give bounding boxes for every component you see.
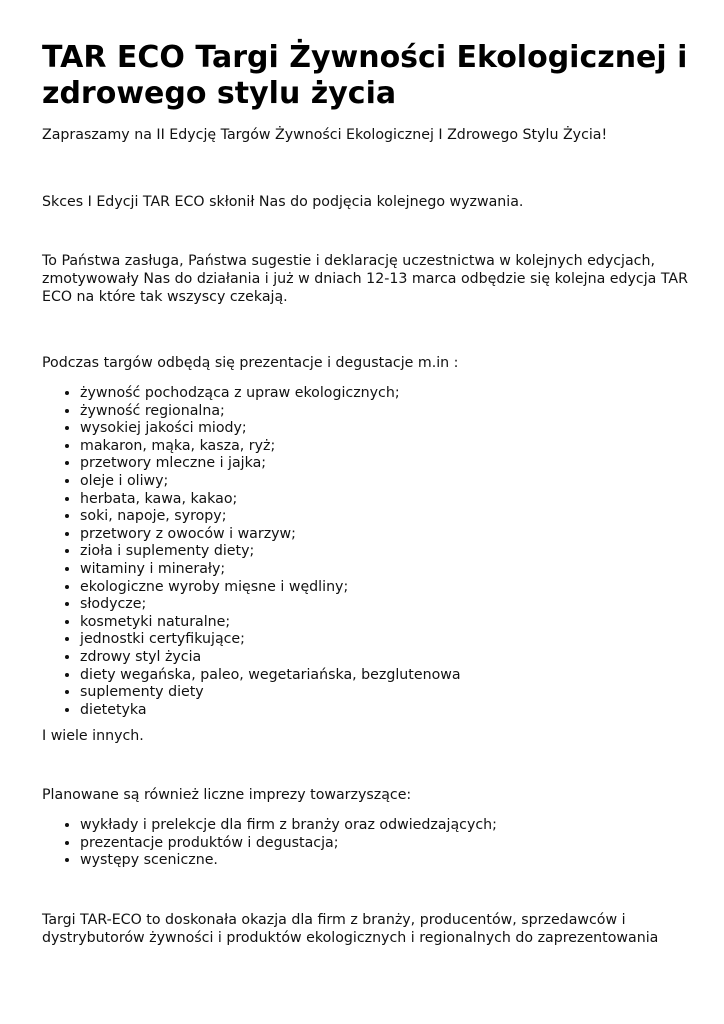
list-item: • wykłady i prelekcje dla firm z branży oraz odwiedzających;: [80, 817, 692, 835]
list-item: • diety wegańska, paleo, wegetariańska, bezglutenowa: [80, 667, 692, 685]
list-item: • żywność pochodząca z upraw ekologicznych;: [80, 385, 692, 403]
list-item: • suplementy diety: [80, 684, 692, 702]
list-item: • ekologiczne wyroby mięsne i wędliny;: [80, 579, 692, 597]
intro-paragraph: Zapraszamy na II Edycję Targów Żywności Ekologicznej I Zdrowego Stylu Życia!: [42, 127, 608, 143]
list-item: • zdrowy styl życia: [80, 649, 692, 667]
success-paragraph: Skces I Edycji TAR ECO skłonił Nas do podjęcia kolejnego wyzwania.: [42, 194, 524, 210]
list-item: • kosmetyki naturalne;: [80, 614, 692, 632]
list-item: • herbata, kawa, kakao;: [80, 491, 692, 509]
list-item: • słodycze;: [80, 596, 692, 614]
list-item: • oleje i oliwy;: [80, 473, 692, 491]
list-item: • żywność regionalna;: [80, 403, 692, 421]
list-item: • zioła i suplementy diety;: [80, 543, 692, 561]
list-item: • witaminy i minerały;: [80, 561, 692, 579]
list-item: • przetwory z owoców i warzyw;: [80, 526, 692, 544]
list-item: • prezentacje produktów i degustacja;: [80, 835, 692, 853]
list-item: • soki, napoje, syropy;: [80, 508, 692, 526]
list-item: • dietetyka: [80, 702, 692, 720]
list-item: • przetwory mleczne i jajka;: [80, 455, 692, 473]
list-item: • makaron, mąka, kasza, ryż;: [80, 438, 692, 456]
list-item: • wysokiej jakości miody;: [80, 420, 692, 438]
list-item: • występy sceniczne.: [80, 852, 692, 870]
merit-paragraph: To Państwa zasługa, Państwa sugestie i deklarację uczestnictwa w kolejnych edycjach, zmotywowały Nas do działania i już w dniach 12-13 marca odbędzie się kolejna edycja TAR ECO na które tak wszyscy czekają.: [42, 253, 688, 305]
list-item: • jednostki certyfikujące;: [80, 631, 692, 649]
presentations-intro: Podczas targów odbędą się prezentacje i degustacje m.in :: [42, 355, 459, 371]
document-page: [42, 40, 692, 947]
page-title: TAR ECO Targi Żywności Ekologicznej i zdrowego stylu życia: [42, 40, 688, 111]
products-list: [42, 385, 692, 719]
fair-description: Targi TAR-ECO to doskonała okazja dla firm z branży, producentów, sprzedawców i dystrybutorów żywności i produktów ekologicznych i regionalnych do zaprezentowania: [42, 912, 659, 947]
events-intro: Planowane są również liczne imprezy towarzyszące:: [42, 787, 412, 804]
many-more-text: I wiele innych.: [42, 728, 144, 745]
events-list: [42, 817, 692, 870]
